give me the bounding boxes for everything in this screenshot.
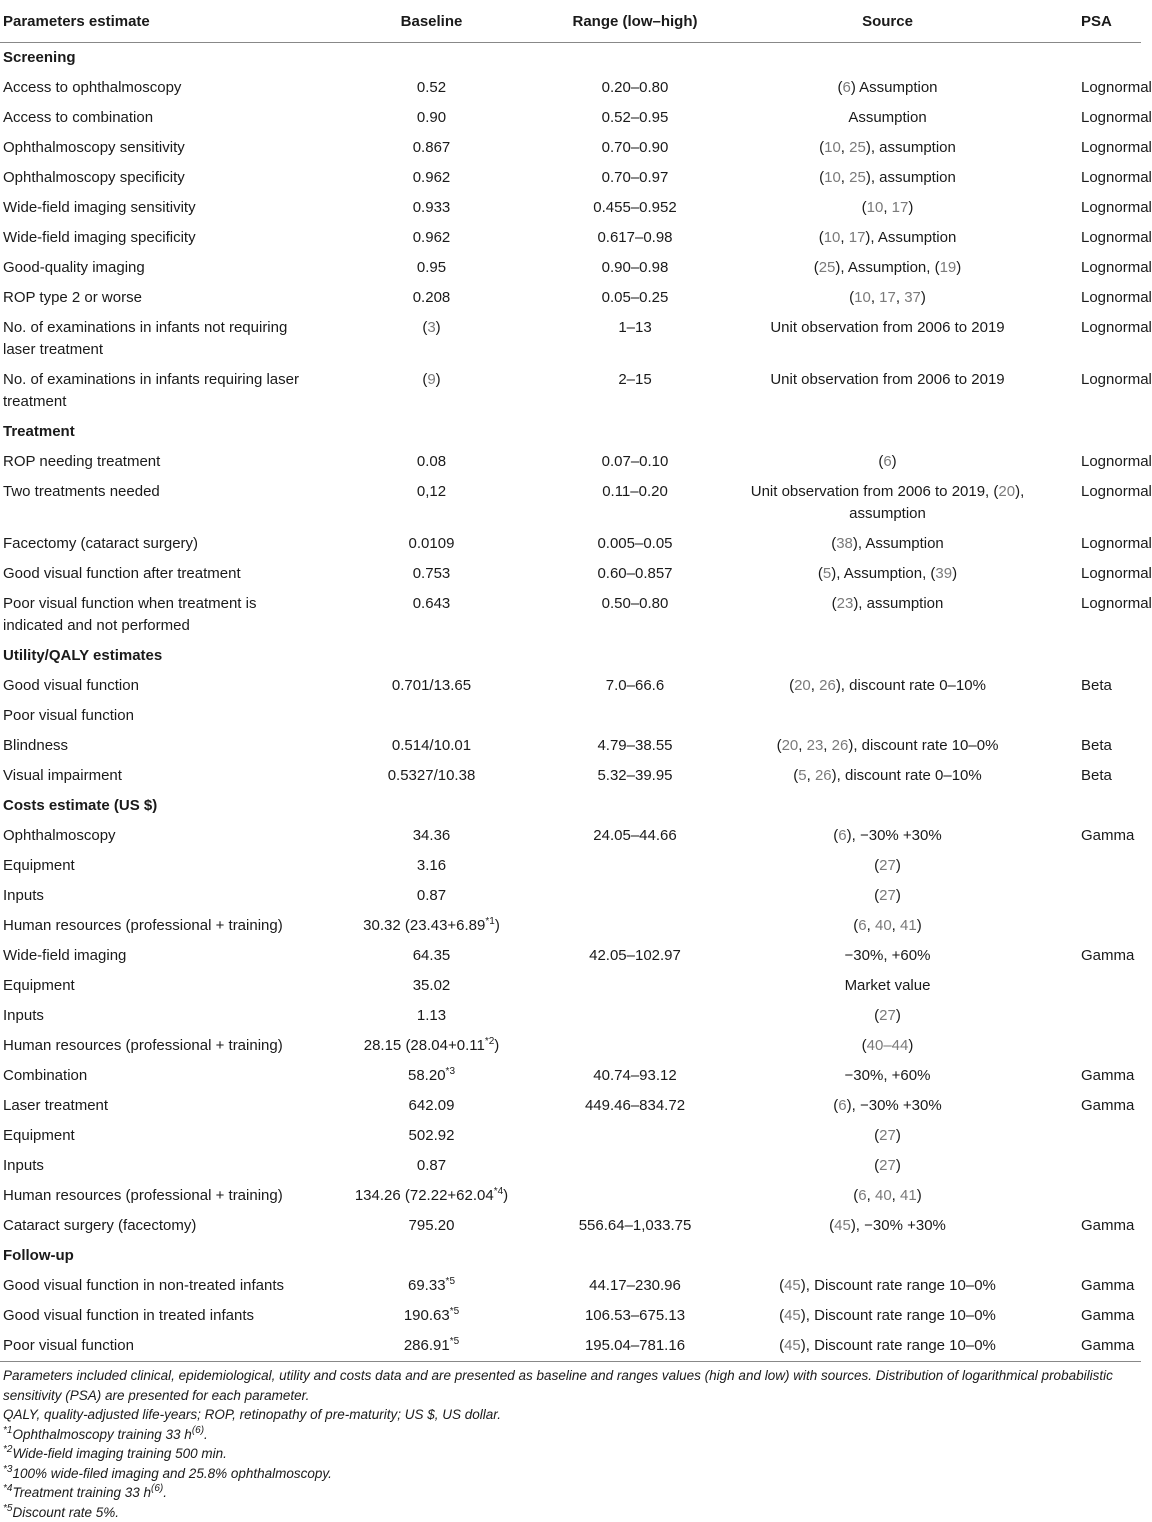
psa-cell: Gamma [1050, 941, 1141, 971]
range-cell: 195.04–781.16 [545, 1331, 725, 1362]
range-cell: 0.455–0.952 [545, 193, 725, 223]
table-row [0, 941, 1141, 971]
header-psa: PSA [1050, 0, 1141, 43]
baseline-cell: 35.02 [318, 971, 545, 1001]
param-cell: Inputs [0, 1001, 318, 1031]
param-cell: Ophthalmoscopy sensitivity [0, 133, 318, 163]
table-row [0, 671, 1141, 701]
table-row [0, 223, 1141, 253]
source-cell: (6), −30% +30% [725, 821, 1050, 851]
range-cell: 44.17–230.96 [545, 1271, 725, 1301]
psa-cell: Lognormal [1050, 589, 1141, 641]
range-cell [545, 1001, 725, 1031]
param-cell: Wide-field imaging specificity [0, 223, 318, 253]
psa-cell: Lognormal [1050, 447, 1141, 477]
table-row [0, 529, 1141, 559]
footnote: $^{*3}$100% wide-filed imaging and 25.8% ophthalmoscopy. [3, 1464, 1140, 1484]
table-row [0, 1151, 1141, 1181]
baseline-cell: 0.208 [318, 283, 545, 313]
psa-cell: Lognormal [1050, 313, 1141, 365]
table-row [0, 701, 1141, 731]
footnote: $^{*5}$Discount rate 5%. [3, 1503, 1140, 1522]
baseline-cell: 1.13 [318, 1001, 545, 1031]
table-row [0, 133, 1141, 163]
param-cell: Poor visual function when treatment is indicated and not performed [0, 589, 318, 641]
source-cell: (6, 40, 41) [725, 1181, 1050, 1211]
baseline-cell: 0.0109 [318, 529, 545, 559]
source-cell: (27) [725, 851, 1050, 881]
source-cell: (10, 17), Assumption [725, 223, 1050, 253]
table-row [0, 73, 1141, 103]
source-cell: Unit observation from 2006 to 2019 [725, 313, 1050, 365]
baseline-cell: 0,12 [318, 477, 545, 529]
table-row [0, 851, 1141, 881]
range-cell: 0.70–0.97 [545, 163, 725, 193]
psa-cell: Gamma [1050, 1061, 1141, 1091]
table-row [0, 761, 1141, 791]
param-cell: Good visual function after treatment [0, 559, 318, 589]
footnote: $^{*2}$Wide-field imaging training 500 min. [3, 1444, 1140, 1464]
header-baseline: Baseline [318, 0, 545, 43]
baseline-cell: 64.35 [318, 941, 545, 971]
table-row [0, 971, 1141, 1001]
table-row [0, 1031, 1141, 1061]
param-cell: Wide-field imaging [0, 941, 318, 971]
source-cell: (40–44) [725, 1031, 1050, 1061]
range-cell: 42.05–102.97 [545, 941, 725, 971]
range-cell [545, 881, 725, 911]
header-parameters: Parameters estimate [0, 0, 318, 43]
table-row [0, 1211, 1141, 1241]
range-cell: 0.07–0.10 [545, 447, 725, 477]
range-cell [545, 911, 725, 941]
source-cell: (23), assumption [725, 589, 1050, 641]
table-body [0, 43, 1141, 1362]
psa-cell [1050, 851, 1141, 881]
source-cell: −30%, +60% [725, 1061, 1050, 1091]
source-cell: (5), Assumption, (39) [725, 559, 1050, 589]
baseline-cell: 0.962 [318, 163, 545, 193]
baseline-cell: 642.09 [318, 1091, 545, 1121]
param-cell: No. of examinations in infants requiring laser treatment [0, 365, 318, 417]
range-cell: 106.53–675.13 [545, 1301, 725, 1331]
table-row [0, 1331, 1141, 1362]
psa-cell [1050, 1031, 1141, 1061]
psa-cell [1050, 1151, 1141, 1181]
source-cell: (27) [725, 881, 1050, 911]
baseline-cell: 28.15 $(28.04+0.11^{*2})$ [318, 1031, 545, 1061]
psa-cell: Beta [1050, 761, 1141, 791]
param-cell: Combination [0, 1061, 318, 1091]
param-cell: Good-quality imaging [0, 253, 318, 283]
psa-cell [1050, 1001, 1141, 1031]
baseline-cell: 502.92 [318, 1121, 545, 1151]
footnote: $^{*1}$Ophthalmoscopy training 33 $h^{(6)}$. [3, 1425, 1140, 1445]
baseline-cell: 0.5327/10.38 [318, 761, 545, 791]
range-cell: 0.90–0.98 [545, 253, 725, 283]
param-cell: ROP needing treatment [0, 447, 318, 477]
param-cell: No. of examinations in infants not requiring laser treatment [0, 313, 318, 365]
baseline-cell: 30.32 $(23.43+6.89^{*1})$ [318, 911, 545, 941]
psa-cell: Lognormal [1050, 193, 1141, 223]
source-cell: (6, 40, 41) [725, 911, 1050, 941]
source-cell: (45), Discount rate range 10–0% [725, 1301, 1050, 1331]
param-cell: Equipment [0, 851, 318, 881]
psa-cell: Lognormal [1050, 559, 1141, 589]
param-cell: Cataract surgery (facectomy) [0, 1211, 318, 1241]
range-cell: 7.0–66.6 [545, 671, 725, 701]
psa-cell: Lognormal [1050, 477, 1141, 529]
psa-cell: Lognormal [1050, 103, 1141, 133]
table-row [0, 1001, 1141, 1031]
source-cell: (6) [725, 447, 1050, 477]
source-cell: (20, 23, 26), discount rate 10–0% [725, 731, 1050, 761]
baseline-cell: (3) [318, 313, 545, 365]
range-cell: 0.52–0.95 [545, 103, 725, 133]
psa-cell: Beta [1050, 671, 1141, 701]
source-cell: Unit observation from 2006 to 2019 [725, 365, 1050, 417]
table-row [0, 881, 1141, 911]
section-row [0, 791, 1141, 821]
psa-cell: Lognormal [1050, 163, 1141, 193]
range-cell [545, 1181, 725, 1211]
param-cell: Inputs [0, 1151, 318, 1181]
source-cell: (10, 25), assumption [725, 133, 1050, 163]
psa-cell: Gamma [1050, 1091, 1141, 1121]
source-cell: Unit observation from 2006 to 2019, (20), assumption [725, 477, 1050, 529]
psa-cell: Lognormal [1050, 283, 1141, 313]
table-row [0, 313, 1141, 365]
range-cell: 24.05–44.66 [545, 821, 725, 851]
source-cell: (10, 17, 37) [725, 283, 1050, 313]
range-cell: 0.20–0.80 [545, 73, 725, 103]
param-cell: Two treatments needed [0, 477, 318, 529]
table-header-row [0, 0, 1141, 43]
table-row [0, 447, 1141, 477]
source-cell: (10, 25), assumption [725, 163, 1050, 193]
source-cell: (20, 26), discount rate 0–10% [725, 671, 1050, 701]
source-cell: (27) [725, 1151, 1050, 1181]
table-row [0, 559, 1141, 589]
section-row [0, 1241, 1141, 1271]
baseline-cell: 0.867 [318, 133, 545, 163]
source-cell: (6) Assumption [725, 73, 1050, 103]
table-row [0, 911, 1141, 941]
param-cell: Blindness [0, 731, 318, 761]
param-cell: Human resources (professional + training) [0, 1181, 318, 1211]
baseline-cell: 3.16 [318, 851, 545, 881]
param-cell: Visual impairment [0, 761, 318, 791]
psa-cell: Lognormal [1050, 529, 1141, 559]
range-cell: 0.11–0.20 [545, 477, 725, 529]
range-cell: 0.005–0.05 [545, 529, 725, 559]
psa-cell [1050, 971, 1141, 1001]
table-footnotes [0, 1362, 1143, 1522]
header-source: Source [725, 0, 1050, 43]
source-cell [725, 701, 1050, 731]
source-cell: (5, 26), discount rate 0–10% [725, 761, 1050, 791]
param-cell: Human resources (professional + training) [0, 1031, 318, 1061]
section-label: Utility/QALY estimates [0, 641, 1141, 671]
baseline-cell: 0.08 [318, 447, 545, 477]
psa-cell [1050, 911, 1141, 941]
param-cell: Equipment [0, 1121, 318, 1151]
table-row [0, 163, 1141, 193]
param-cell: Access to combination [0, 103, 318, 133]
param-cell: Poor visual function [0, 1331, 318, 1362]
source-cell: Assumption [725, 103, 1050, 133]
range-cell: 5.32–39.95 [545, 761, 725, 791]
section-label: Costs estimate (US $) [0, 791, 1141, 821]
range-cell [545, 851, 725, 881]
header-range: Range (low–high) [545, 0, 725, 43]
psa-cell: Lognormal [1050, 365, 1141, 417]
baseline-cell: 0.933 [318, 193, 545, 223]
range-cell: 0.50–0.80 [545, 589, 725, 641]
source-cell: −30%, +60% [725, 941, 1050, 971]
table-row [0, 193, 1141, 223]
psa-cell: Lognormal [1050, 223, 1141, 253]
param-cell: Ophthalmoscopy specificity [0, 163, 318, 193]
baseline-cell: 58.20$^{*3}$ [318, 1061, 545, 1091]
table-row [0, 1181, 1141, 1211]
baseline-cell: 795.20 [318, 1211, 545, 1241]
psa-cell [1050, 701, 1141, 731]
param-cell: Wide-field imaging sensitivity [0, 193, 318, 223]
psa-cell: Beta [1050, 731, 1141, 761]
psa-cell: Lognormal [1050, 133, 1141, 163]
source-cell: (45), Discount rate range 10–0% [725, 1271, 1050, 1301]
baseline-cell: 0.90 [318, 103, 545, 133]
range-cell [545, 1031, 725, 1061]
section-row [0, 43, 1141, 74]
psa-cell: Gamma [1050, 821, 1141, 851]
param-cell: Ophthalmoscopy [0, 821, 318, 851]
range-cell: 0.05–0.25 [545, 283, 725, 313]
source-cell: (45), −30% +30% [725, 1211, 1050, 1241]
range-cell: 0.60–0.857 [545, 559, 725, 589]
baseline-cell: 0.52 [318, 73, 545, 103]
psa-cell: Gamma [1050, 1331, 1141, 1362]
baseline-cell: 0.643 [318, 589, 545, 641]
param-cell: Human resources (professional + training) [0, 911, 318, 941]
param-cell: Good visual function in treated infants [0, 1301, 318, 1331]
table-row [0, 1301, 1141, 1331]
table-row [0, 103, 1141, 133]
range-cell [545, 1151, 725, 1181]
psa-cell: Gamma [1050, 1301, 1141, 1331]
param-cell: Inputs [0, 881, 318, 911]
source-cell: (45), Discount rate range 10–0% [725, 1331, 1050, 1362]
table-row [0, 731, 1141, 761]
param-cell: Facectomy (cataract surgery) [0, 529, 318, 559]
table-row [0, 253, 1141, 283]
section-label: Follow-up [0, 1241, 1141, 1271]
range-cell: 0.70–0.90 [545, 133, 725, 163]
baseline-cell: 0.87 [318, 881, 545, 911]
table-row [0, 1271, 1141, 1301]
param-cell: Poor visual function [0, 701, 318, 731]
table-row [0, 283, 1141, 313]
psa-cell [1050, 1121, 1141, 1151]
baseline-cell: 0.514/10.01 [318, 731, 545, 761]
range-cell: 0.617–0.98 [545, 223, 725, 253]
footnote: Parameters included clinical, epidemiological, utility and costs data and are presented as baseline and ranges values (high and low) with sources. Distribution of logarithmical probabilistic sensitivity (PSA) are presented for each parameter. [3, 1366, 1140, 1405]
psa-cell [1050, 1181, 1141, 1211]
param-cell: Equipment [0, 971, 318, 1001]
baseline-cell: 0.962 [318, 223, 545, 253]
baseline-cell: 0.753 [318, 559, 545, 589]
baseline-cell: (9) [318, 365, 545, 417]
section-row [0, 417, 1141, 447]
psa-cell: Gamma [1050, 1271, 1141, 1301]
table-row [0, 589, 1141, 641]
range-cell [545, 971, 725, 1001]
range-cell: 449.46–834.72 [545, 1091, 725, 1121]
source-cell: (6), −30% +30% [725, 1091, 1050, 1121]
footnote: $^{*4}$Treatment training 33 $h^{(6)}$. [3, 1483, 1140, 1503]
psa-cell: Lognormal [1050, 253, 1141, 283]
table-row [0, 477, 1141, 529]
range-cell: 40.74–93.12 [545, 1061, 725, 1091]
table-row [0, 821, 1141, 851]
section-label: Treatment [0, 417, 1141, 447]
baseline-cell: 0.701/13.65 [318, 671, 545, 701]
psa-cell: Lognormal [1050, 73, 1141, 103]
psa-cell [1050, 881, 1141, 911]
param-cell: ROP type 2 or worse [0, 283, 318, 313]
baseline-cell [318, 701, 545, 731]
range-cell [545, 701, 725, 731]
baseline-cell: 0.87 [318, 1151, 545, 1181]
param-cell: Access to ophthalmoscopy [0, 73, 318, 103]
range-cell [545, 1121, 725, 1151]
range-cell: 4.79–38.55 [545, 731, 725, 761]
baseline-cell: 190.63$^{*5}$ [318, 1301, 545, 1331]
section-row [0, 641, 1141, 671]
range-cell: 556.64–1,033.75 [545, 1211, 725, 1241]
source-cell: (25), Assumption, (19) [725, 253, 1050, 283]
baseline-cell: 34.36 [318, 821, 545, 851]
baseline-cell: 0.95 [318, 253, 545, 283]
source-cell: (38), Assumption [725, 529, 1050, 559]
table-row [0, 365, 1141, 417]
param-cell: Laser treatment [0, 1091, 318, 1121]
table-row [0, 1121, 1141, 1151]
baseline-cell: 69.33$^{*5}$ [318, 1271, 545, 1301]
source-cell: (10, 17) [725, 193, 1050, 223]
source-cell: (27) [725, 1121, 1050, 1151]
footnote: QALY, quality-adjusted life-years; ROP, retinopathy of pre-maturity; US $, US dollar. [3, 1405, 1140, 1425]
param-cell: Good visual function [0, 671, 318, 701]
range-cell: 2–15 [545, 365, 725, 417]
source-cell: Market value [725, 971, 1050, 1001]
baseline-cell: 134.26 $(72.22+62.04^{*4})$ [318, 1181, 545, 1211]
param-cell: Good visual function in non-treated infants [0, 1271, 318, 1301]
section-label: Screening [0, 43, 1141, 74]
baseline-cell: 286.91$^{*5}$ [318, 1331, 545, 1362]
table-row [0, 1061, 1141, 1091]
range-cell: 1–13 [545, 313, 725, 365]
table-row [0, 1091, 1141, 1121]
psa-cell: Gamma [1050, 1211, 1141, 1241]
source-cell: (27) [725, 1001, 1050, 1031]
